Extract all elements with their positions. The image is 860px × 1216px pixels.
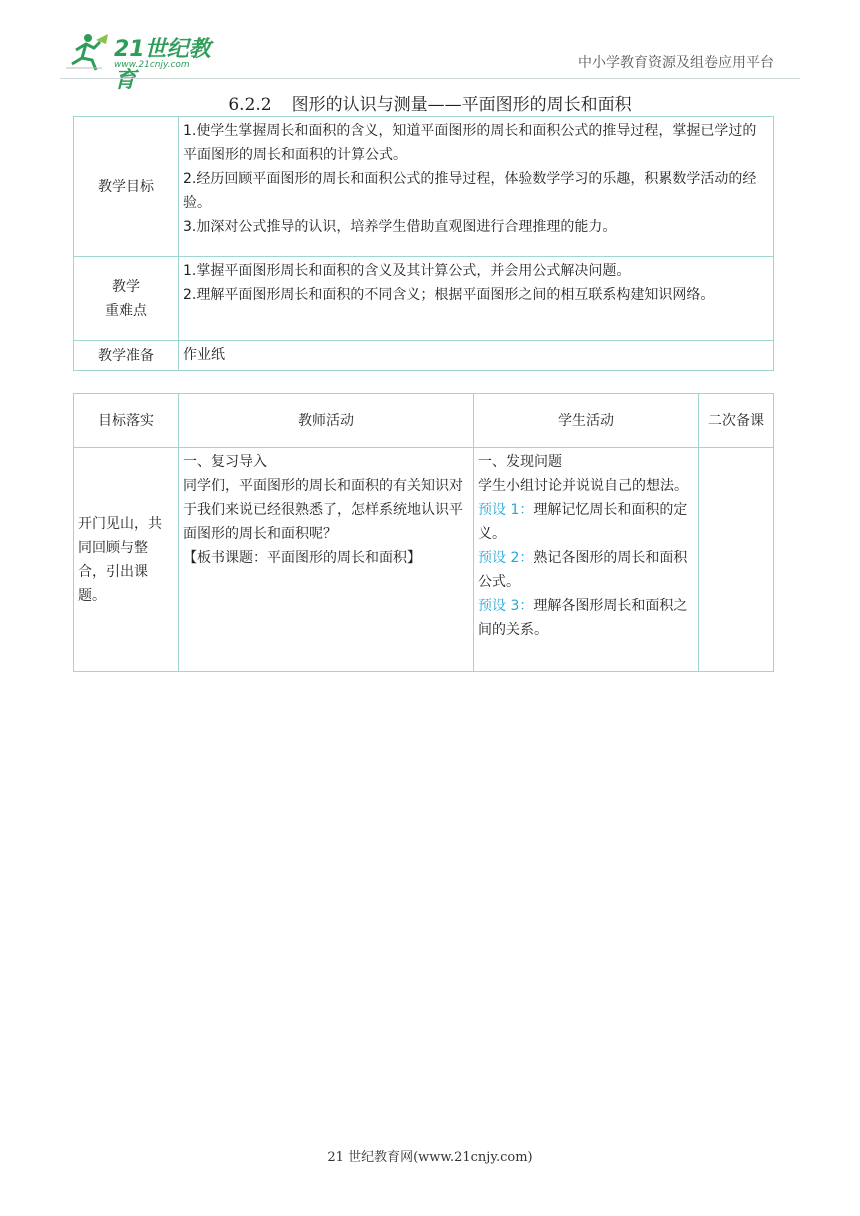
- teacher-cell: [179, 448, 474, 672]
- logo-text: 21世纪教育: [114, 37, 211, 93]
- key-label-line: 教学: [112, 278, 140, 295]
- objectives-cell: [179, 117, 774, 257]
- key-label-line: 重难点: [105, 302, 147, 319]
- key-point-item: 1.掌握平面图形周长和面积的含义及其计算公式，并会用公式解决问题。: [183, 263, 631, 279]
- objective-item: 2.经历回顾平面图形的周长和面积公式的推导过程，体验数学学习的乐趣，积累数学活动的经验。: [183, 171, 757, 211]
- board-title: 【板书课题：平面图形的周长和面积】: [183, 550, 421, 566]
- preset-text: 熟记各图形的周长和面积公式。: [478, 550, 688, 590]
- preset-label: 预设 2：: [478, 550, 534, 566]
- prep-value: 作业纸: [179, 341, 774, 371]
- preset-item: [478, 498, 694, 546]
- key-points-label: [74, 257, 179, 341]
- key-points-cell: [179, 257, 774, 341]
- header-student: 学生活动: [474, 394, 699, 448]
- preset-text: 理解各图形周长和面积之间的关系。: [478, 598, 688, 638]
- objectives-row: [74, 117, 774, 257]
- header-revision: 二次备课: [699, 394, 774, 448]
- preset-item: [478, 594, 694, 642]
- plan-row: [74, 448, 774, 672]
- teacher-body: 同学们，平面图形的周长和面积的有关知识对于我们来说已经很熟悉了，怎样系统地认识平面图形的周长和面积呢？: [183, 478, 463, 542]
- logo-url: www.21cnjy.com: [114, 60, 190, 70]
- revision-cell[interactable]: [699, 448, 774, 672]
- preset-label: 预设 3：: [478, 598, 534, 614]
- plan-header-row: [74, 394, 774, 448]
- key-points-row: [74, 257, 774, 341]
- platform-name: 中小学教育资源及组卷应用平台: [578, 55, 774, 71]
- page-title: [0, 90, 860, 115]
- preset-text: 理解记忆周长和面积的定义。: [478, 502, 688, 542]
- key-point-item: 2.理解平面图形周长和面积的不同含义；根据平面图形之间的相互联系构建知识网络。: [183, 287, 715, 303]
- header-divider: [60, 78, 800, 79]
- teacher-heading: 一、复习导入: [183, 454, 267, 470]
- section-number: 6.2.2: [228, 95, 272, 115]
- site-logo: [62, 28, 232, 93]
- student-body: 学生小组讨论并说说自己的想法。: [478, 478, 688, 494]
- goal-cell: 开门见山，共同回顾与整合，引出课题。: [74, 448, 179, 672]
- objective-item: 1.使学生掌握周长和面积的含义，知道平面图形的周长和面积公式的推导过程，掌握已学过的平面图形的周长和面积的计算公式。: [183, 123, 757, 163]
- lesson-info-table: [73, 116, 774, 371]
- preset-label: 预设 1：: [478, 502, 534, 518]
- prep-label: 教学准备: [74, 341, 179, 371]
- objective-item: 3.加深对公式推导的认识，培养学生借助直观图进行合理推理的能力。: [183, 219, 617, 235]
- page-footer: 21 世纪教育网(www.21cnjy.com): [327, 1150, 533, 1165]
- preset-item: [478, 546, 694, 594]
- header-teacher: 教师活动: [179, 394, 474, 448]
- lesson-plan-table: [73, 393, 774, 672]
- title-text: 图形的认识与测量——平面图形的周长和面积: [291, 95, 632, 115]
- header-goal: 目标落实: [74, 394, 179, 448]
- objectives-label: 教学目标: [74, 117, 179, 257]
- prep-row: [74, 341, 774, 371]
- student-cell: [474, 448, 699, 672]
- student-heading: 一、发现问题: [478, 454, 562, 470]
